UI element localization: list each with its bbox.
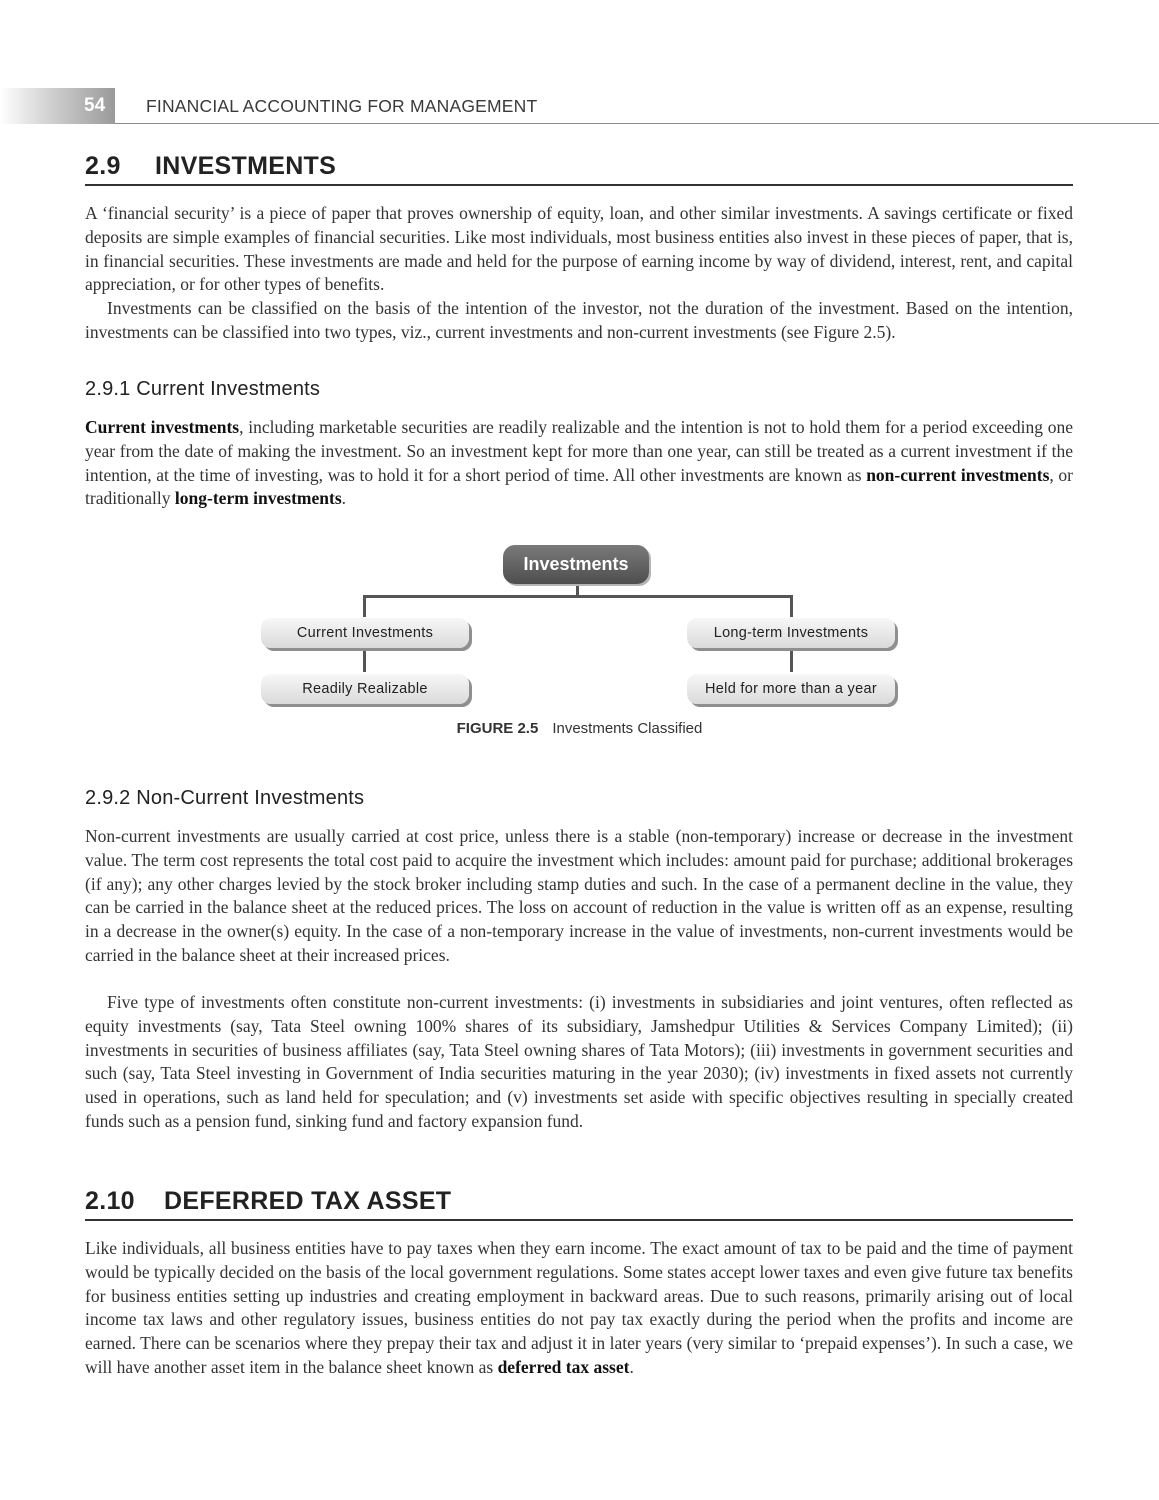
- connector-line: [363, 595, 793, 598]
- connector-line: [363, 595, 366, 617]
- node-investments: Investments: [503, 545, 649, 584]
- section-title: INVESTMENTS: [155, 152, 337, 180]
- figure-caption-label: FIGURE 2.5: [456, 720, 539, 737]
- paragraph: Five type of investments often constitute non-current investments: (i) investments in subsidiaries and joint ventures, often reflected as equity investments (say, Tata Steel owning 100% shares of its subsidiary, Jamshedpur Utilities & Services Company Limited); (ii) investments in securities of business affiliates (say, Tata Steel owning shares of Tata Motors); (iii) investments in government securities and such (say, Tata Steel investing in Government of India securities maturing in the year 2030); (iv) investments in fixed assets not currently used in operations, such as land held for speculation; and (v) investments set aside with specific objectives resulting in specially created funds such as a pension fund, sinking fund and factory expansion fund.: [85, 992, 1073, 1131]
- paragraph-text: , or traditionally: [85, 464, 1073, 509]
- page-number: 54: [84, 95, 106, 116]
- paragraph: Investments can be classified on the basis of the intention of the investor, not the duration of the investment. Based on the intention, investments can be classified into two types, viz., current investments and non-current investments (see Figure 2.5).: [85, 298, 1073, 342]
- connector-line: [790, 648, 793, 672]
- node-readily-realizable: Readily Realizable: [261, 674, 469, 704]
- bold-term: deferred tax asset: [497, 1356, 630, 1377]
- paragraph: [85, 416, 1073, 511]
- node-held-more-than-year: Held for more than a year: [687, 674, 895, 704]
- section-title: DEFERRED TAX ASSET: [164, 1187, 452, 1215]
- section-heading-2-10: [85, 1187, 1073, 1221]
- running-title: FINANCIAL ACCOUNTING FOR MANAGEMENT: [146, 96, 538, 116]
- figure-caption: [0, 720, 1159, 737]
- section-number: 2.9: [85, 152, 121, 180]
- figure-investments-classified: [0, 540, 1159, 750]
- bold-term: non-current investments: [866, 464, 1050, 485]
- paragraph-text: .: [629, 1356, 634, 1377]
- connector-line: [363, 648, 366, 672]
- figure-caption-text: Investments Classified: [552, 720, 703, 737]
- subsection-heading-2-9-2: 2.9.2 Non-Current Investments: [85, 787, 365, 809]
- section-heading-2-9: [85, 152, 1073, 186]
- paragraph-text: , including marketable securities are readily realizable and the intention is not to hold them for a period exceeding one year from the date of making the investment. So an investment kept for more than one year, can still be treated as a current investment if the intention, at the time of investing, was to hold it for a short period of time. All other investments are known as: [85, 417, 1073, 485]
- section-number: 2.10: [85, 1187, 135, 1215]
- bold-term: Current investments: [85, 417, 240, 437]
- paragraph: A ‘financial security’ is a piece of paper that proves ownership of equity, loan, and other similar investments. A savings certificate or fixed deposits are simple examples of financial securities. Like most individuals, most business entities also invest in these pieces of paper, that is, in financial securities. These investments are made and held for the purpose of earning income by way of dividend, interest, rent, and capital appreciation, or for other types of benefits.: [85, 203, 1073, 295]
- paragraph: Non-current investments are usually carried at cost price, unless there is a stable (non-temporary) increase or decrease in the investment value. The term cost represents the total cost paid to acquire the investment which includes: amount paid for purchase; additional brokerages (if any); any other charges levied by the stock broker including stamp duties and such. In the case of a permanent decline in the value, they can be carried in the balance sheet at the reduced prices. The loss on account of reduction in the value is written off as an expense, resulting in a decrease in the owner(s) equity. In the case of a non-temporary increase in the value of investments, non-current investments would be carried in the balance sheet at their increased prices.: [85, 826, 1073, 965]
- subsection-heading-2-9-1: 2.9.1 Current Investments: [85, 378, 321, 400]
- header-rule: [115, 123, 1159, 124]
- paragraph-text: .: [341, 488, 346, 509]
- node-long-term-investments: Long-term Investments: [687, 618, 895, 648]
- node-current-investments: Current Investments: [261, 618, 469, 648]
- bold-term: long-term investments: [174, 488, 342, 509]
- paragraph: [85, 1237, 1073, 1380]
- connector-line: [790, 595, 793, 617]
- paragraph-text: Like individuals, all business entities have to pay taxes when they earn income. The exact amount of tax to be paid and the time of payment would be typically decided on the basis of the local government regulations. Some states accept lower taxes and even give future tax benefits for business entities setting up industries and creating employment in backward areas. Due to such reasons, primarily arising out of local income tax laws and other regulatory issues, business entities do not pay tax exactly during the period when the profits and income are earned. There can be scenarios where they prepay their tax and adjust it in later years (very similar to ‘prepaid expenses’). In such a case, we will have another asset item in the balance sheet known as: [85, 1238, 1073, 1377]
